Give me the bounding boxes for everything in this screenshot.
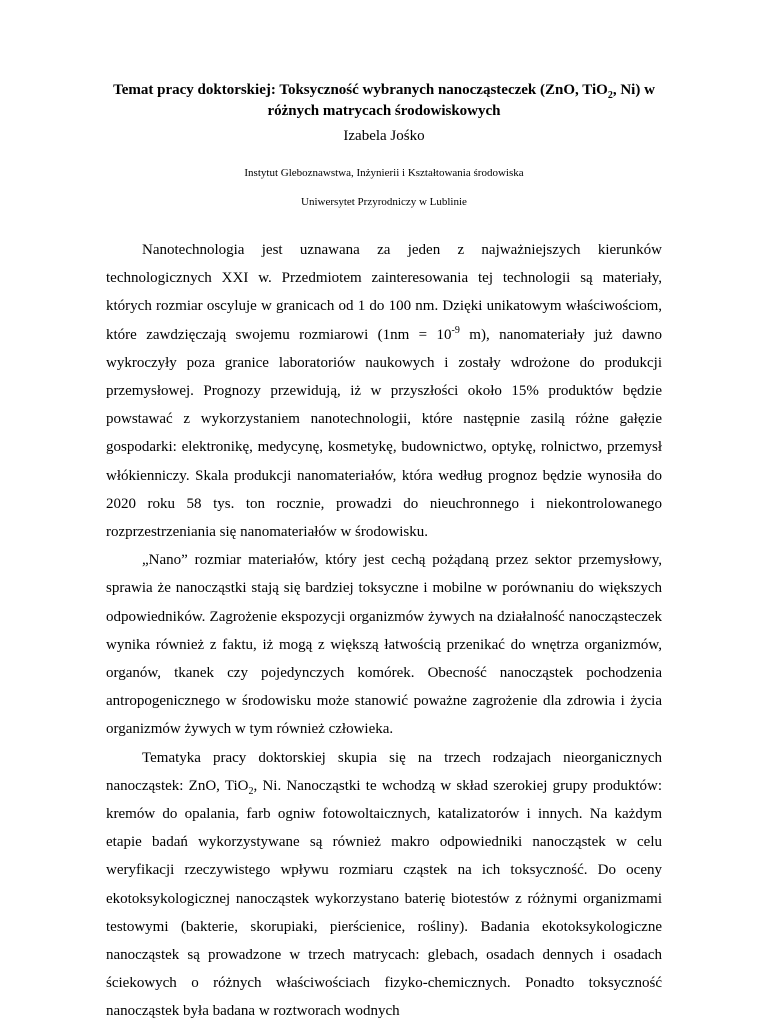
affiliation-institute: Instytut Gleboznawstwa, Inżynierii i Kształtowania środowiska bbox=[244, 167, 524, 179]
author-name: Izabela Jośko bbox=[343, 128, 425, 144]
title-text-part2: , Ni) w różnych matrycach środowiskowych bbox=[267, 82, 655, 119]
paragraph-2: „Nano” rozmiar materiałów, który jest cechą pożądaną przez sektor przemysłowy, sprawia że nanocząstki stają się bardziej toksyczne i mobilne w porównaniu do większych odpowiedników. Zagrożenie ekspozycji organizmów żywych na działalność nanocząsteczek wynika również z faktu, iż mogą z większą łatwością przenikać do wnętrza organizmów, organów, tkanek czy pojedynczych komórek. Obecność nanocząstek pochodzenia antropogenicznego w środowisku może stanowić poważne zagrożenie dla zdrowia i życia organizmów żywych w tym również człowieka. bbox=[106, 552, 662, 738]
paragraph-1-text-b: m), nanomateriały już dawno wykroczyły poza granice laboratoriów naukowych i zostały wdrożone do produkcji przemysłowej. Prognozy przewidują, iż w przyszłości około 15% produktów będzie powstawać z wykorzystaniem nanotechnologii, które następnie zasilą różne gałęzie gospodarki: elektronikę, medycynę, kosmetykę, budownictwo, optykę, rolnictwo, przemysł włókienniczy. Skala produkcji nanomateriałów, która według prognoz będzie wynosiła do 2020 roku 58 tys. ton rocznie, prowadzi do nieuchronnego i niekontrolowanego rozprzestrzeniania się nanomateriałów w środowisku. bbox=[106, 326, 662, 541]
paragraph-1-superscript: -9 bbox=[451, 324, 460, 336]
affiliation-university: Uniwersytet Przyrodniczy w Lublinie bbox=[301, 196, 467, 208]
paragraph-3 bbox=[106, 744, 662, 1026]
paragraph-1-text-a: Nanotechnologia jest uznawana za jeden z najważniejszych kierunków technologicznych XXI w. Przedmiotem zainteresowania tej technologii są materiały, których rozmiar oscyluje w granicach od 1 do 100 nm. Dzięki unikatowym właściwościom, które zawdzięczają swojemu rozmiarowi (1nm = 10 bbox=[106, 242, 662, 343]
document-body bbox=[106, 236, 662, 1026]
paragraph-1 bbox=[106, 236, 662, 546]
paragraph-3-text-b: , Ni. Nanocząstki te wchodzą w skład szerokiej grupy produktów: kremów do opalania, farb ogniw fotowoltaicznych, katalizatorów i innych. Na każdym etapie badań wykorzystywane są również makro odpowiedniki nanocząstek w celu weryfikacji rzeczywistego wpływu rozmiaru cząstek na ich toksyczność. Do oceny ekotoksykologicznej nanocząstek wykorzystano baterię biotestów z różnymi organizmami testowymi (bakterie, skorupiaki, pierścienice, rośliny). Badania ekotoksykologiczne nanocząstek są prowadzone w trzech matrycach: glebach, osadach dennych i osadach ściekowych o różnych właściwościach fizyko-chemicznych. Ponadto toksyczność nanocząstek była badana w roztworach wodnych bbox=[106, 777, 662, 1020]
document-title bbox=[90, 80, 678, 122]
paragraph-3-text-a: Tematyka pracy doktorskiej skupia się na trzech rodzajach nieorganicznych nanocząstek: ZnO, TiO bbox=[106, 749, 662, 794]
title-subscript: 2 bbox=[607, 90, 613, 101]
title-text-part1: Temat pracy doktorskiej: Toksyczność wybranych nanocząsteczek (ZnO, TiO bbox=[113, 82, 608, 98]
paragraph-3-subscript: 2 bbox=[248, 785, 254, 797]
